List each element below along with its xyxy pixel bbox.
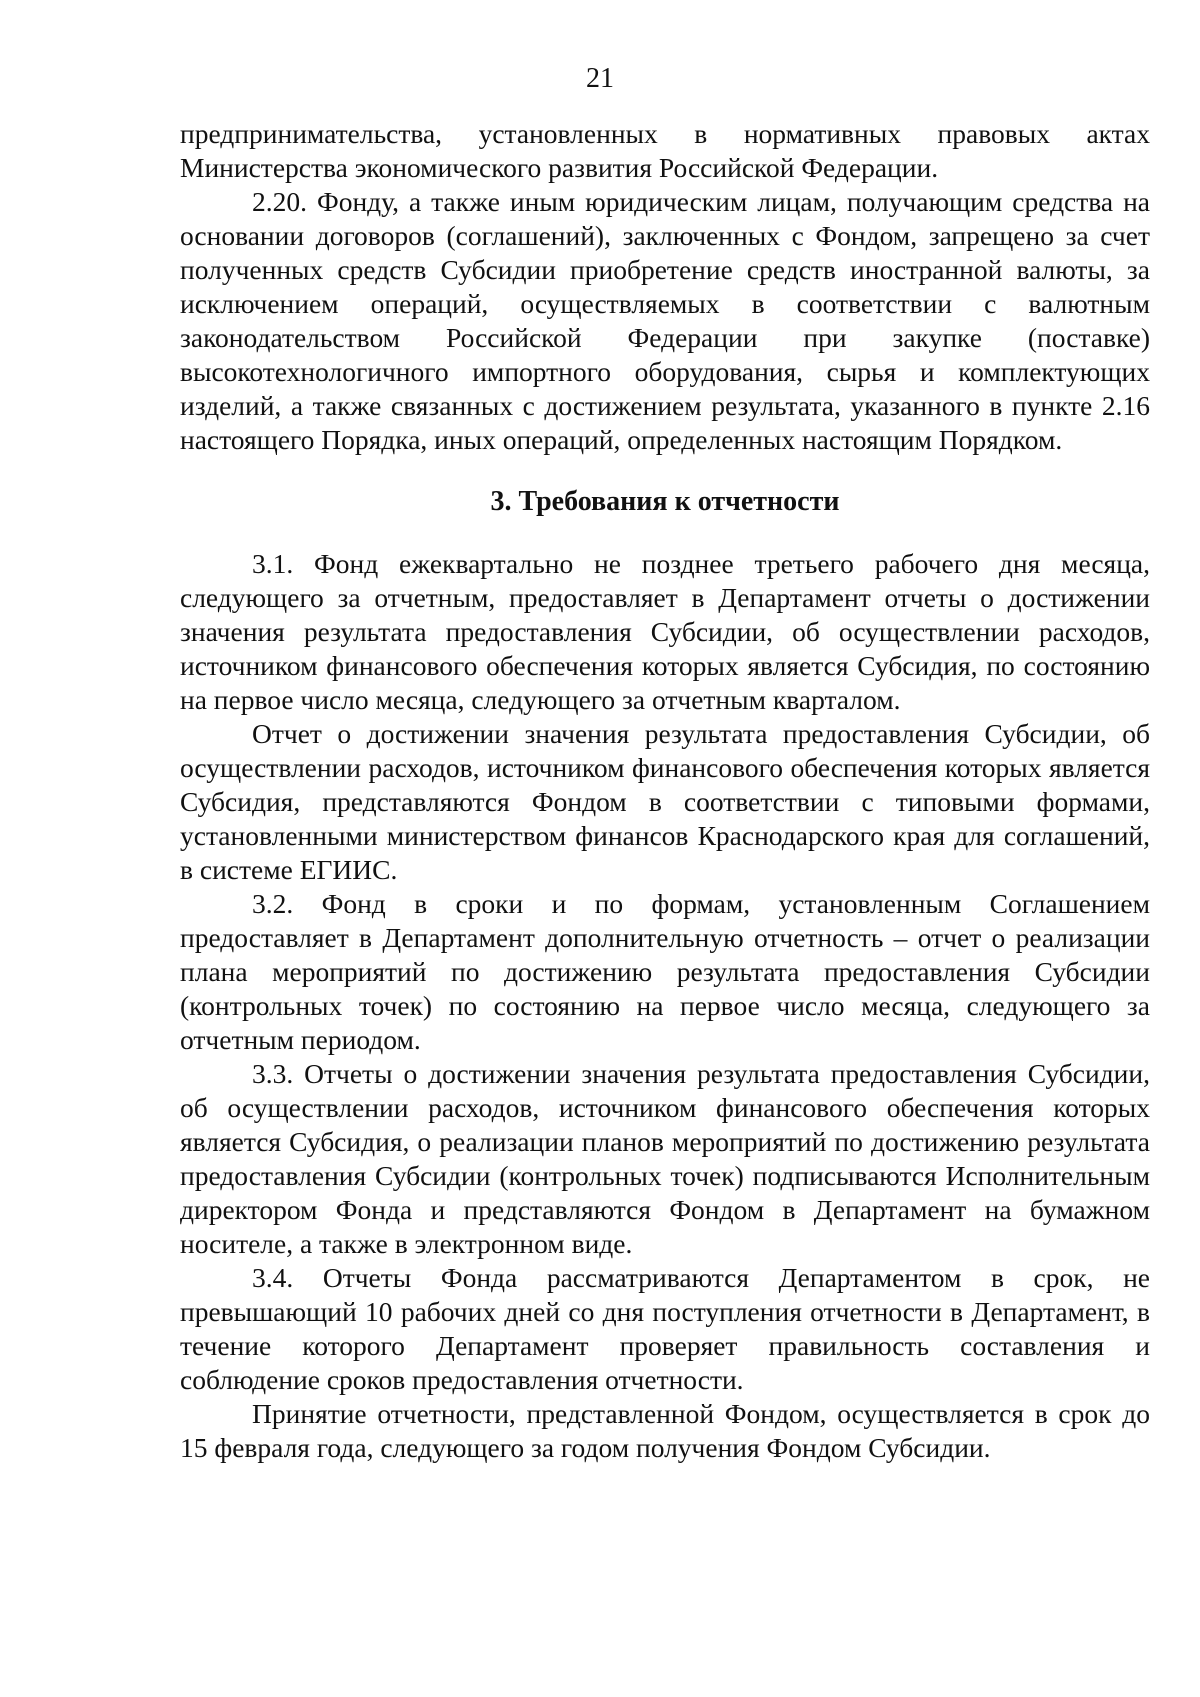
paragraph-continuation: предпринимательства, установленных в нормативных правовых актах Министерства экономического развития Российской Федерации.: [180, 118, 1150, 183]
paragraph-3-1-report: Отчет о достижении значения результата предоставления Субсидии, об осуществлении расходов, источником финансового обеспечения которых является Субсидия, представляются Фондом в соответствии с типовыми формами, установленными министерством финансов Краснодарского края для соглашений, в системе ЕГИИС.: [180, 718, 1150, 885]
document-body: [180, 117, 1150, 1465]
section-heading: 3. Требования к отчетности: [490, 486, 840, 517]
paragraph-3-4: 3.4. Отчеты Фонда рассматриваются Департаментом в срок, не превышающий 10 рабочих дней со дня поступления отчетности в Департамент, в течение которого Департамент проверяет правильность составления и соблюдение сроков предоставления отчетности.: [180, 1262, 1150, 1395]
paragraph-3-3: 3.3. Отчеты о достижении значения результата предоставления Субсидии, об осуществлении расходов, источником финансового обеспечения которых является Субсидия, о реализации планов мероприятий по достижению результата предоставления Субсидии (контрольных точек) подписываются Исполнительным директором Фонда и представляются Фондом в Департамент на бумажном носителе, а также в электронном виде.: [180, 1058, 1150, 1259]
paragraph-3-4-acceptance: Принятие отчетности, представленной Фондом, осуществляется в срок до 15 февраля года, следующего за годом получения Фондом Субсидии.: [180, 1398, 1150, 1463]
paragraph-3-1: 3.1. Фонд ежеквартально не позднее третьего рабочего дня месяца, следующего за отчетным, предоставляет в Департамент отчеты о достижении значения результата предоставления Субсидии, об осуществлении расходов, источником финансового обеспечения которых является Субсидия, по состоянию на первое число месяца, следующего за отчетным кварталом.: [180, 548, 1150, 715]
page-number: 21: [586, 63, 614, 94]
paragraph-2-20: 2.20. Фонду, а также иным юридическим лицам, получающим средства на основании договоров (соглашений), заключенных с Фондом, запрещено за счет полученных средств Субсидии приобретение средств иностранной валюты, за исключением операций, осуществляемых в соответствии с валютным законодательством Российской Федерации при закупке (поставке) высокотехнологичного импортного оборудования, сырья и комплектующих изделий, а также связанных с достижением результата, указанного в пункте 2.16 настоящего Порядка, иных операций, определенных настоящим Порядком.: [180, 186, 1150, 455]
paragraph-3-2: 3.2. Фонд в сроки и по формам, установленным Соглашением предоставляет в Департамент дополнительную отчетность – отчет о реализации плана мероприятий по достижению результата предоставления Субсидии (контрольных точек) по состоянию на первое число месяца, следующего за отчетным периодом.: [180, 888, 1150, 1055]
